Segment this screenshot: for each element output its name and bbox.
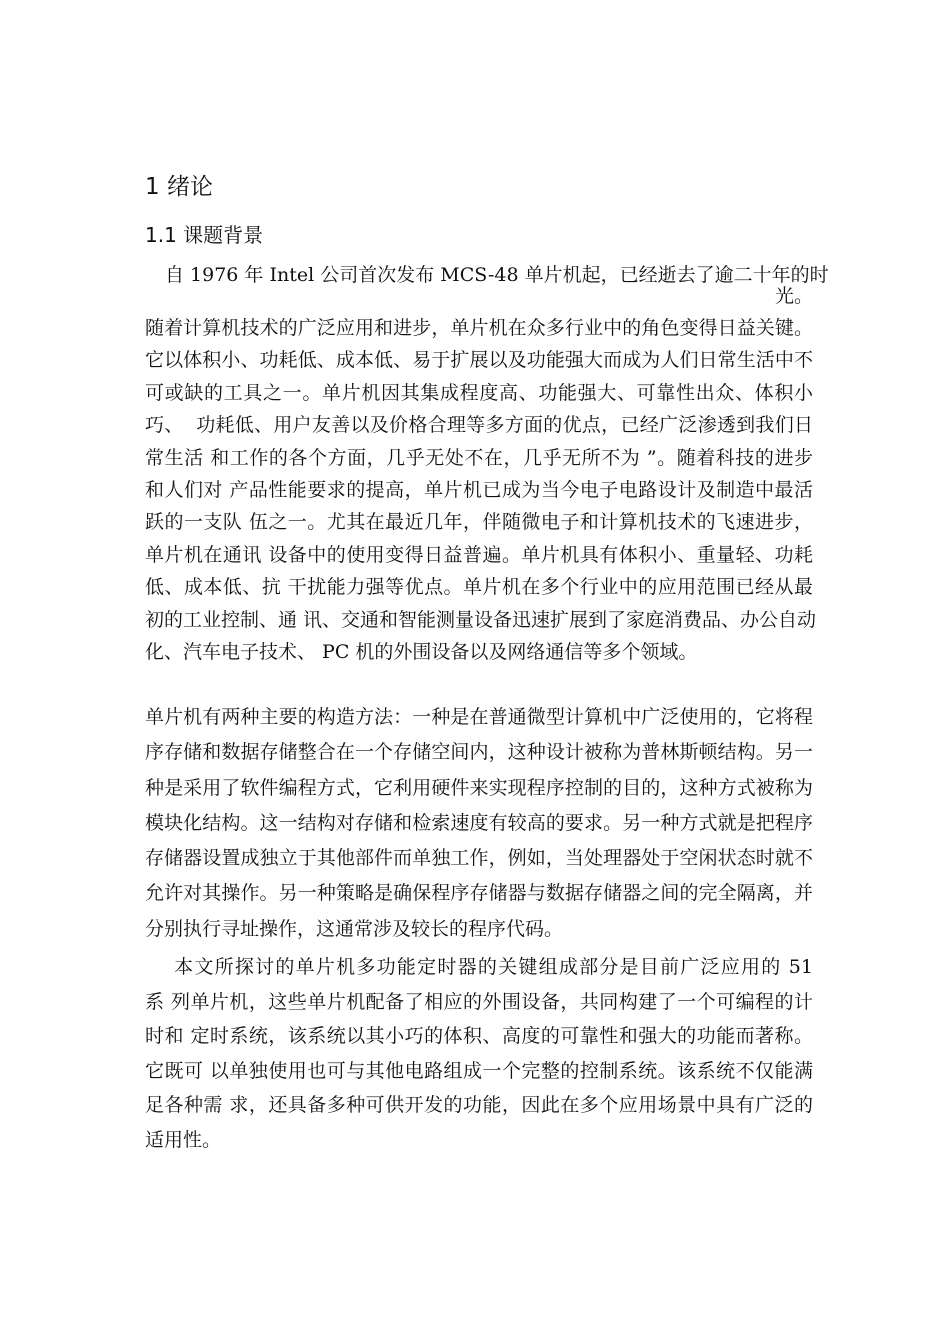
paragraph-timer	[145, 950, 813, 1158]
text-line: 和人们对 产品性能要求的提高，单片机已成为当今电子电路设计及制造中最活	[145, 479, 813, 502]
text-line: 初的工业控制、通 讯、交通和智能测量设备迅速扩展到了家庭消费品、办公自动	[145, 608, 817, 631]
paragraph-background	[145, 312, 817, 668]
text-line: 自 1976 年 Intel 公司首次发布 MCS-48 单片机起，已经逝去了逾二十年的时	[165, 264, 829, 286]
text-line: 分别执行寻址操作，这通常涉及较长的程序代码。	[145, 917, 564, 940]
text-line: 它以体积小、功耗低、成本低、易于扩展以及功能强大而成为人们日常生活中不	[145, 349, 813, 372]
paragraph-architecture	[145, 700, 813, 947]
text-line: 可或缺的工具之一。单片机因其集成程度高、功能强大、可靠性出众、体积小	[145, 381, 813, 404]
paragraph-intro	[145, 262, 829, 307]
text-line: 化、汽车电子技术、 PC 机的外围设备以及网络通信等多个领域。	[145, 641, 698, 664]
text-line: 系 列单片机，这些单片机配备了相应的外围设备，共同构建了一个可编程的计	[145, 990, 813, 1013]
text-line: 适用性。	[145, 1128, 222, 1151]
text-line: 常生活 和工作的各个方面，几乎无处不在，几乎无所不为 ”。随着科技的进步	[145, 446, 813, 469]
text-line: 足各种需 求，还具备多种可供开发的功能，因此在多个应用场景中具有广泛的	[145, 1094, 813, 1117]
text-line: 它既可 以单独使用也可与其他电路组成一个完整的控制系统。该系统不仅能满	[145, 1059, 813, 1082]
text-line: 单片机在通讯 设备中的使用变得日益普遍。单片机具有体积小、重量轻、功耗	[145, 543, 813, 566]
text-line: 单片机有两种主要的构造方法：一种是在普通微型计算机中广泛使用的，它将程	[145, 706, 813, 728]
chapter-heading: 1 绪论	[145, 174, 213, 200]
text-line: 低、成本低、抗 干扰能力强等优点。单片机在多个行业中的应用范围已经从最	[145, 576, 813, 599]
text-line: 时和 定时系统，该系统以其小巧的体积、高度的可靠性和强大的功能而著称。	[145, 1025, 813, 1048]
text-line: 序存储和数据存储整合在一个存储空间内，这种设计被称为普林斯顿结构。另一	[145, 741, 813, 764]
text-line: 随着计算机技术的广泛应用和进步，单片机在众多行业中的角色变得日益关键。	[145, 317, 813, 339]
text-line: 本文所探讨的单片机多功能定时器的关键组成部分是目前广泛应用的 51	[145, 956, 813, 978]
text-line: 跃的一支队 伍之一。尤其在最近几年，伴随微电子和计算机技术的飞速进步，	[145, 511, 813, 534]
section-heading: 1.1 课题背景	[145, 223, 264, 247]
text-line: 种是采用了软件编程方式，它利用硬件来实现程序控制的目的，这种方式被称为	[145, 776, 813, 799]
text-line: 存储器设置成独立于其他部件而单独工作，例如，当处理器处于空闲状态时就不	[145, 847, 813, 870]
text-line: 光。	[774, 285, 813, 307]
text-line: 模块化结构。这一结构对存储和检索速度有较高的要求。另一种方式就是把程序	[145, 811, 813, 834]
text-line: 巧、 功耗低、用户友善以及价格合理等多方面的优点，已经广泛渗透到我们日	[145, 414, 813, 437]
text-line: 允许对其操作。另一种策略是确保程序存储器与数据存储器之间的完全隔离，并	[145, 882, 813, 905]
